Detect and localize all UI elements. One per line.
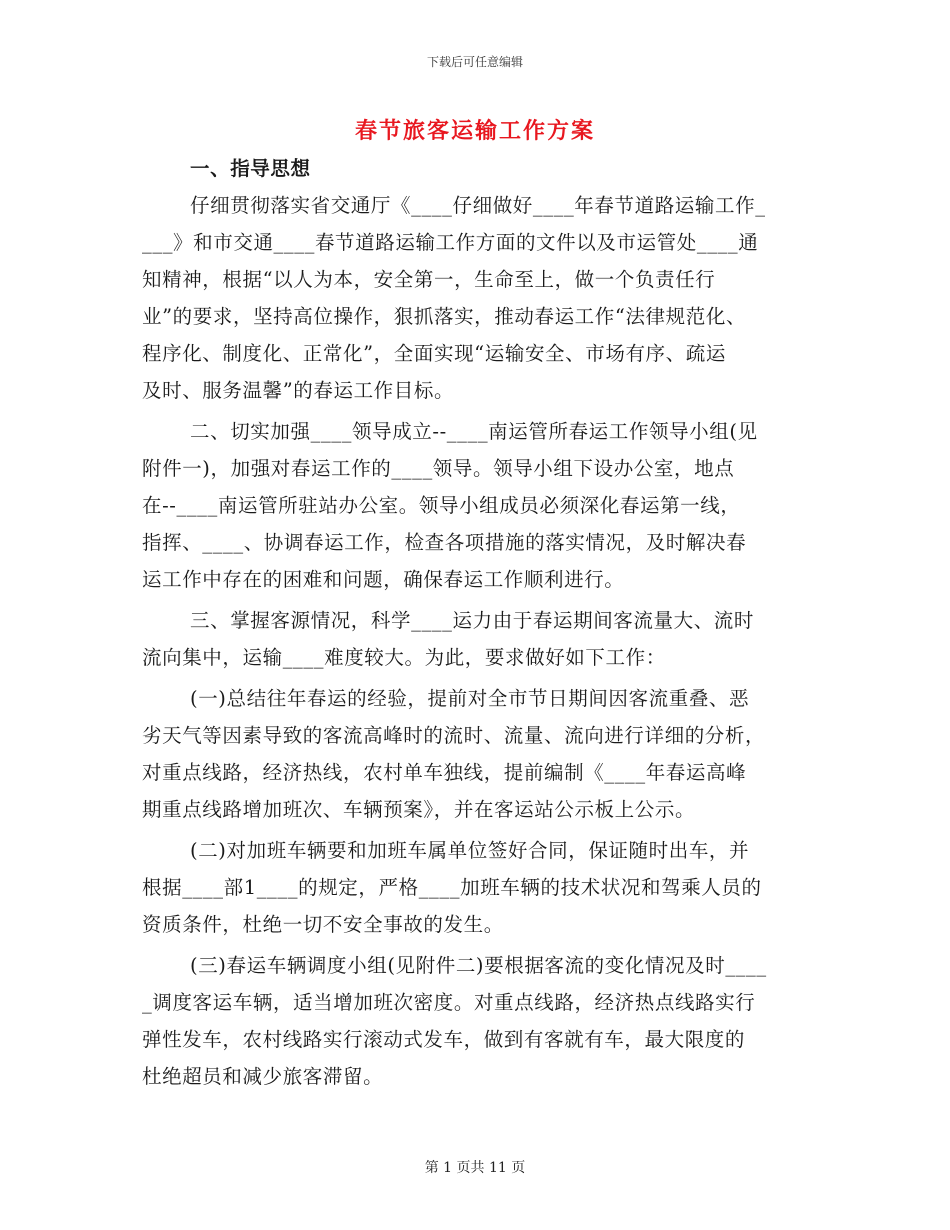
body-text-line: 在--____南运管所驻站办公室。领导小组成员必须深化春运第一线， xyxy=(142,494,741,517)
body-text-line: 业”的要求，坚持高位操作，狠抓落实，推动春运工作“法律规范化、 xyxy=(142,305,747,328)
section-heading: 一、指导思想 xyxy=(190,157,311,180)
body-text-line: 运工作中存在的困难和问题，确保春运工作顺利进行。 xyxy=(142,568,625,591)
body-text-line: 三、掌握客源情况，科学____运力由于春运期间客流量大、流时 xyxy=(190,609,755,632)
body-text-line: 及时、服务温馨”的春运工作目标。 xyxy=(142,379,455,402)
body-text-line: 弹性发车，农村线路实行滚动式发车，做到有客就有车，最大限度的 xyxy=(142,1028,746,1051)
body-text-line: 根据____部1____的规定，严格____加班车辆的技术状况和驾乘人员的 xyxy=(142,876,762,899)
body-text-line: 指挥、____、协调春运工作，检查各项措施的落实情况，及时解决春 xyxy=(142,531,747,554)
body-text-line: 对重点线路，经济热线，农村单车独线，提前编制《____年春运高峰 xyxy=(142,761,747,784)
body-text-line: 知精神，根据“以人为本，安全第一，生命至上，做一个负责任行 xyxy=(142,268,716,291)
document-body xyxy=(142,150,808,1095)
document-title: 春节旅客运输工作方案 xyxy=(354,118,595,144)
body-text-line: 期重点线路增加班次、车辆预案》，并在客运站公示板上公示。 xyxy=(142,798,696,821)
body-text-line: (三)春运车辆调度小组(见附件二)要根据客流的变化情况及时____ xyxy=(190,954,767,977)
page-number: 第 1 页共 11 页 xyxy=(424,1160,526,1176)
body-text-line: 资质条件，杜绝一切不安全事故的发生。 xyxy=(142,913,504,936)
body-text-line: 杜绝超员和减少旅客滞留。 xyxy=(142,1065,384,1088)
body-text-line: 仔细贯彻落实省交通厅《____仔细做好____年春节道路运输工作_ xyxy=(190,194,766,217)
body-text-line: _调度客运车辆，适当增加班次密度。对重点线路，经济热点线路实行 xyxy=(142,991,756,1014)
body-text-line: ___》和市交通____春节道路运输工作方面的文件以及市运管处____通 xyxy=(142,231,759,254)
body-text-line: 劣天气等因素导致的客流高峰时的流时、流量、流向进行详细的分析， xyxy=(142,724,766,747)
body-text-line: 程序化、制度化、正常化”，全面实现“运输安全、市场有序、疏运 xyxy=(142,342,726,365)
page-header-note: 下载后可任意编辑 xyxy=(426,55,523,69)
body-text-line: (一)总结往年春运的经验，提前对全市节日期间因客流重叠、恶 xyxy=(190,687,750,710)
body-text-line: 二、切实加强____领导成立--____南运管所春运工作领导小组(见 xyxy=(190,420,758,443)
body-text-line: 流向集中，运输____难度较大。为此，要求做好如下工作： xyxy=(142,646,666,669)
body-text-line: 附件一)，加强对春运工作的____领导。领导小组下设办公室，地点 xyxy=(142,457,735,480)
body-text-line: (二)对加班车辆要和加班车属单位签好合同，保证随时出车，并 xyxy=(190,839,750,862)
